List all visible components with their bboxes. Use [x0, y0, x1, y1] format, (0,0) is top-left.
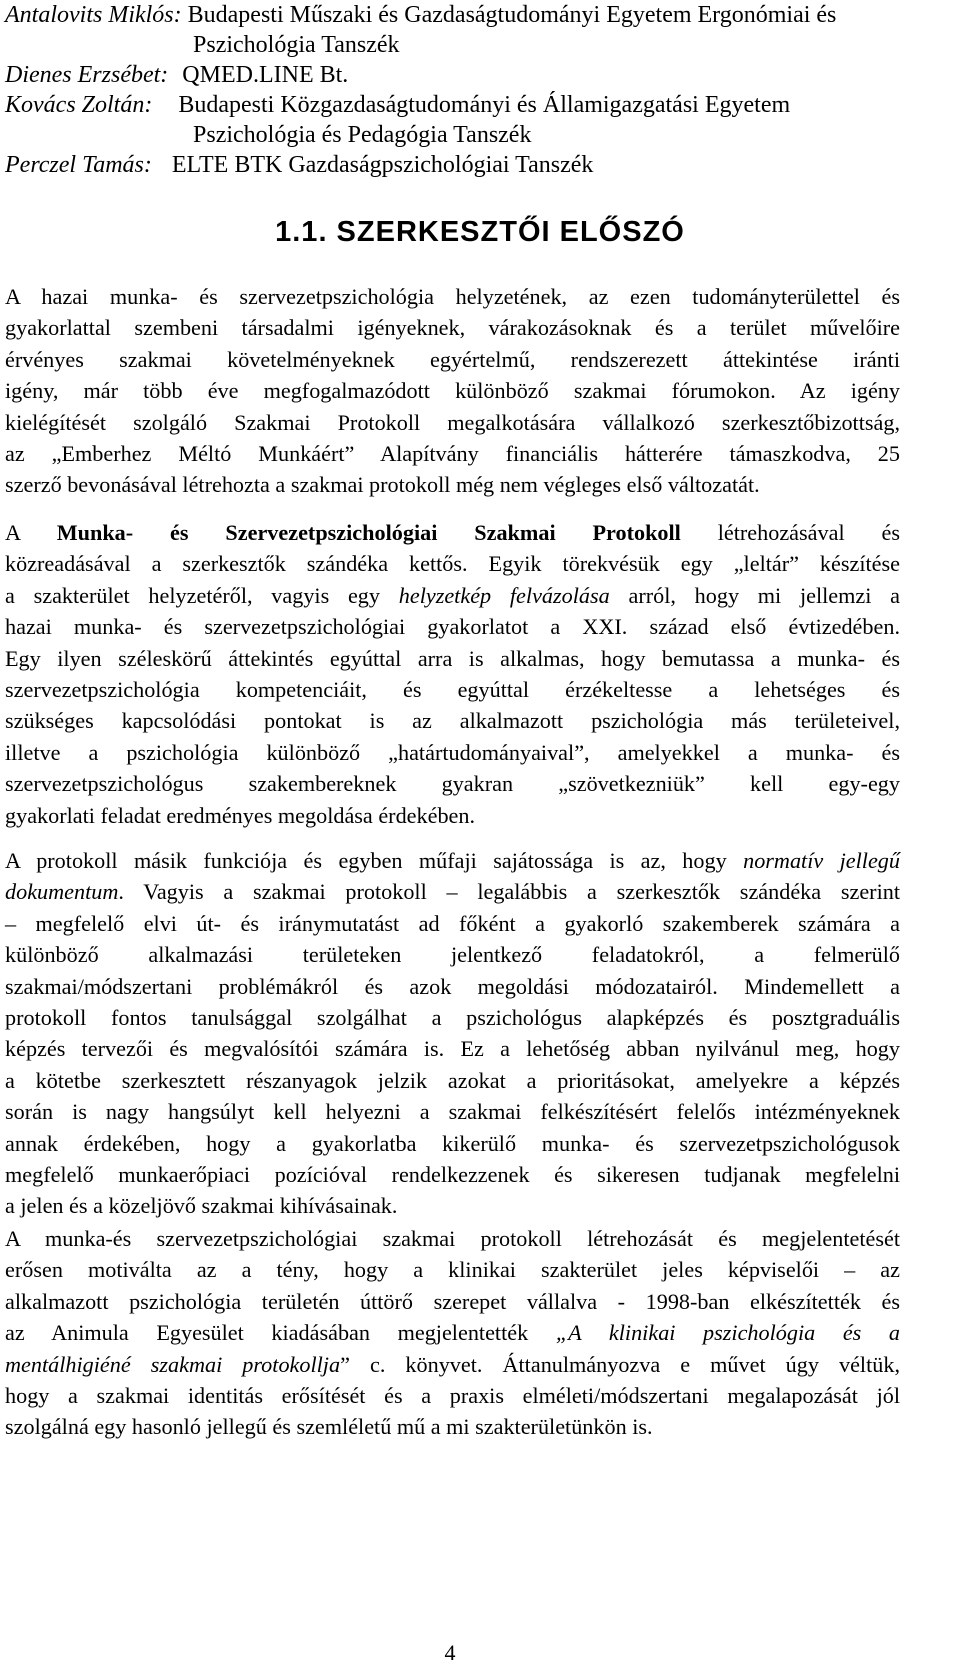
page-number: 4: [444, 1640, 456, 1665]
text-line: a kötetbe szerkesztett részanyagok jelzik azokat a prioritásokat, amelyekre a képzés: [5, 1067, 900, 1093]
text-line: szükséges kapcsolódási pontokat is az alkalmazott pszichológia más területeivel,: [5, 708, 900, 734]
text-line: szervezetpszichológus szakembereknek gyakran „szövetkezniük” kell egy-egy: [5, 771, 900, 797]
text-line: hazai munka- és szervezetpszichológiai gyakorlatot a XXI. század első évtizedében.: [5, 614, 900, 640]
text-line: A munka-és szervezetpszichológiai szakmai protokoll létrehozását és megjelentetését: [5, 1226, 900, 1251]
text-run: ” c. könyvet. Áttanulmányozva e művet úgy véltük,: [340, 1351, 900, 1377]
text-line: Egy ilyen széleskörű áttekintés egyúttal arra is alkalmas, hogy bemutassa a munka- és: [5, 645, 900, 671]
text-run: . Vagyis a szakmai protokoll – legalábbis a szerkesztők szándéka szerint: [118, 879, 900, 905]
text-run: a szakterület helyzetéről, vagyis egy: [5, 582, 380, 608]
text-line: megfelelő munkaerőpiaci pozícióval rendelkezzenek és sikeresen tudjanak megfelelni: [5, 1161, 900, 1187]
text-line: kielégítését szolgáló Szakmai Protokoll megalkotására vállalkozó szerkesztőbizottság,: [5, 409, 900, 435]
author-row: [5, 90, 790, 120]
text-line: képzés tervezői és megvalósítói számára is. Ez a lehetőség abban nyilvánul meg, hogy: [5, 1036, 900, 1062]
text-line: A hazai munka- és szervezetpszichológia helyzetének, az ezen tudományterülettel és: [5, 284, 900, 309]
text-run: az Animula Egyesület kiadásában megjelentették: [5, 1320, 529, 1346]
text-line: – megfelelő elvi út- és iránymutatást ad főként a gyakorló szakemberek számára a: [5, 910, 900, 936]
author-affiliation: Budapesti Műszaki és Gazdaságtudományi Egyetem Ergonómiai és: [187, 2, 837, 28]
text-line: szervezetpszichológia kompetenciáit, és egyúttal érzékeltesse a lehetséges és: [5, 676, 900, 702]
paragraph-3: [5, 845, 900, 1222]
text-run: arról, hogy mi jellemzi a: [628, 582, 901, 608]
author-affiliation: Budapesti Közgazdaságtudományi és Államigazgatási Egyetem: [178, 92, 791, 118]
italic-run: normatív jellegű: [743, 848, 900, 873]
author-name: Kovács Zoltán:: [5, 92, 153, 118]
text-line: [5, 1349, 900, 1380]
author-affiliation: ELTE BTK Gazdaságpszichológiai Tanszék: [171, 152, 594, 178]
text-line: [5, 876, 900, 907]
text-run: létrehozásával és: [717, 520, 900, 545]
text-line: szerző bevonásával létrehozta a szakmai protokoll még nem végleges első változatát.: [5, 472, 760, 498]
text-line: [5, 845, 900, 876]
author-affiliation-continued: Pszichológia és Pedagógia Tanszék: [193, 122, 532, 148]
text-run: A protokoll másik funkciója és egyben műfaji sajátossága is az, hogy: [5, 848, 727, 873]
text-line: igény, már több éve megfogalmazódott különböző szakmai fórumokon. Az igény: [5, 378, 900, 404]
text-run: A: [5, 520, 20, 545]
italic-run: mentálhigiéné szakmai protokollja: [5, 1351, 341, 1377]
author-row: [5, 0, 836, 30]
paragraph-4: [5, 1223, 900, 1443]
text-line: érvényes szakmai követelményeknek egyértelmű, rendszerezett áttekintése iránti: [5, 346, 900, 372]
text-line: szakmai/módszertani problémákról és azok megoldási módozatairól. Mindemellett a: [5, 973, 900, 999]
author-name: Antalovits Miklós:: [5, 2, 182, 28]
text-line: gyakorlattal szembeni társadalmi igényeknek, várakozásoknak és a terület művelőire: [5, 315, 900, 341]
text-line: [5, 1317, 900, 1348]
text-line: alkalmazott pszichológia területén úttörő szerepet vállalva - 1998-ban elkészítették és: [5, 1288, 900, 1314]
italic-run: dokumentum: [5, 879, 119, 905]
text-line: során is nagy hangsúlyt kell helyezni a szakmai felkészítésért felelős intézményeknek: [5, 1099, 900, 1125]
text-line: [5, 517, 900, 548]
bold-title: Munka- és Szervezetpszichológiai Szakmai Protokoll: [56, 520, 681, 545]
author-row: [5, 60, 348, 90]
author-affiliation-continued: Pszichológia Tanszék: [193, 32, 400, 58]
text-line: erősen motiválta az a tény, hogy a klinikai szakterület jeles képviselői – az: [5, 1257, 900, 1283]
text-line: a jelen és a közeljövő szakmai kihívásainak.: [5, 1193, 398, 1219]
author-name: Perczel Tamás:: [5, 152, 152, 178]
text-line: közreadásával a szerkesztők szándéka kettős. Egyik törekvésük egy „leltár” készítése: [5, 551, 900, 577]
text-line: [5, 580, 900, 611]
author-affiliation: QMED.LINE Bt.: [182, 62, 349, 88]
text-line: gyakorlati feladat eredményes megoldása érdekében.: [5, 802, 476, 828]
paragraph-1: [5, 281, 900, 501]
text-line: protokoll fontos tanulsággal szolgálhat a pszichológus alapképzés és posztgraduális: [5, 1004, 900, 1030]
italic-run: „A klinikai pszichológia és a: [555, 1320, 901, 1346]
text-line: hogy a szakmai identitás erősítését és a praxis elméleti/módszertani megalapozását jól: [5, 1382, 900, 1408]
text-line: az „Emberhez Méltó Munkáért” Alapítvány financiális hátterére támaszkodva, 25: [5, 440, 900, 466]
text-line: szolgálná egy hasonló jellegű és szemléletű mű a mi szakterületünkön is.: [5, 1414, 653, 1440]
text-line: különböző alkalmazási területeken jelentkező feladatokról, a felmerülő: [5, 942, 900, 968]
section-heading: 1.1. SZERKESZTŐI ELŐSZÓ: [275, 216, 685, 248]
paragraph-2: [5, 517, 900, 831]
italic-run: helyzetkép felvázolása: [398, 582, 610, 608]
author-row: [5, 150, 593, 180]
text-line: illetve a pszichológia különböző „határtudományaival”, amelyekkel a munka- és: [5, 739, 900, 765]
author-name: Dienes Erzsébet:: [5, 62, 169, 88]
text-line: annak érdekében, hogy a gyakorlatba kikerülő munka- és szervezetpszichológusok: [5, 1130, 900, 1156]
